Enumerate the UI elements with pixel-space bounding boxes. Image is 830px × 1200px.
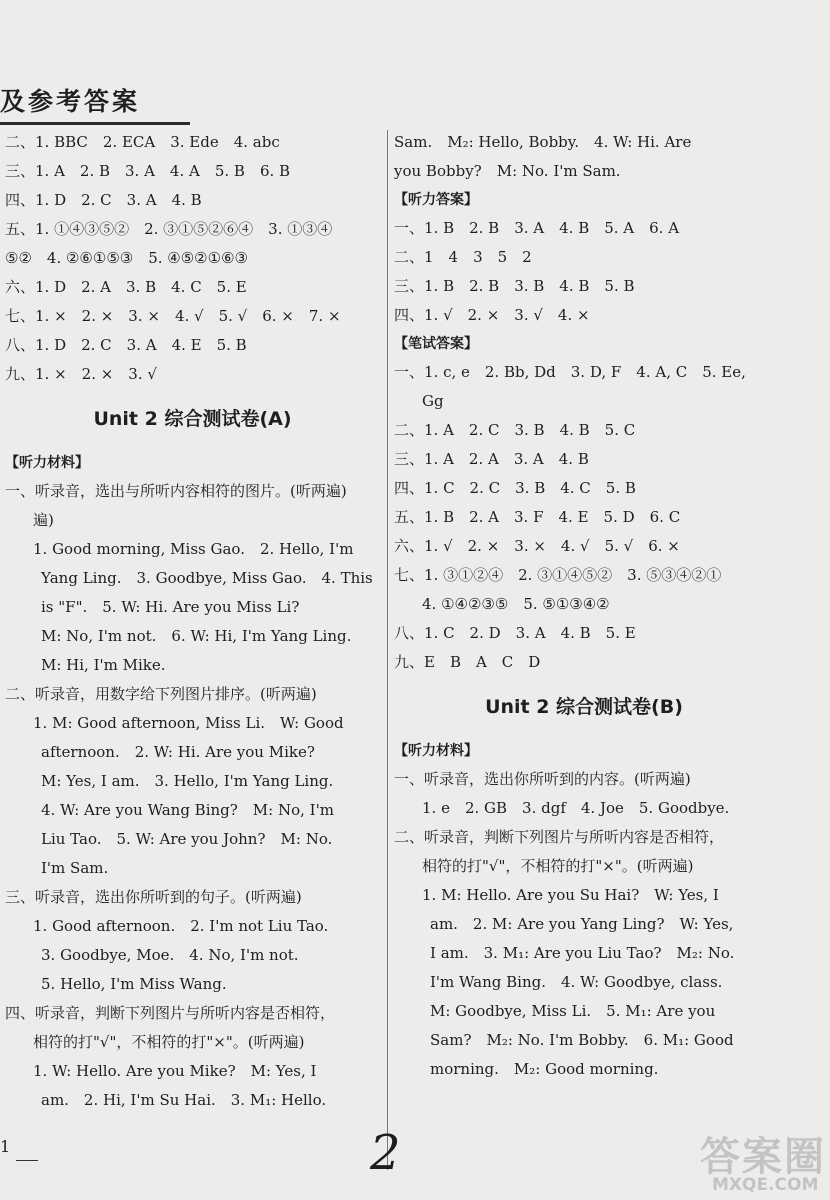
answer-line: 三、1. A 2. B 3. A 4. A 5. B 6. B [5, 162, 291, 180]
answer-line: 三、1. B 2. B 3. B 4. B 5. B [394, 277, 635, 295]
material-line: you Bobby? M: No. I'm Sam. [394, 162, 621, 180]
unit-title-b: Unit 2 综合测试卷(B) [485, 696, 683, 718]
answer-line: 七、1. ③①②④ 2. ③①④⑤② 3. ⑤③④②① [394, 566, 722, 584]
material-line: M: Hi, I'm Mike. [41, 656, 166, 674]
material-line: am. 2. M: Are you Yang Ling? W: Yes, [430, 915, 734, 933]
material-line: Yang Ling. 3. Goodbye, Miss Gao. 4. This [41, 569, 373, 587]
column-divider [387, 130, 388, 1170]
left-answer-block [5, 128, 380, 389]
material-line: Sam. M₂: Hello, Bobby. 4. W: Hi. Are [394, 133, 692, 151]
answer-line: 八、1. D 2. C 3. A 4. E 5. B [5, 336, 247, 354]
material-line: M: Goodbye, Miss Li. 5. M₁: Are you [430, 1002, 716, 1020]
answer-line: 四、1. D 2. C 3. A 4. B [5, 191, 202, 209]
material-line: 一、听录音，选出你所听到的内容。(听两遍) [394, 770, 691, 788]
watermark-url: MXQE.COM [712, 1175, 819, 1195]
answer-line: 四、1. C 2. C 3. B 4. C 5. B [394, 479, 636, 497]
material-line: Liu Tao. 5. W: Are you John? M: No. [41, 830, 333, 848]
handwritten-mark: 2 [370, 1125, 401, 1181]
listening-material-label-b: 【听力材料】 [394, 743, 478, 759]
listening-answer-label: 【听力答案】 [394, 192, 478, 208]
page-header: 及参考答案 [0, 87, 141, 116]
material-line: M: No, I'm not. 6. W: Hi, I'm Yang Ling. [41, 627, 352, 645]
answer-line: 一、1. c, e 2. Bb, Dd 3. D, F 4. A, C 5. Ee, [394, 363, 746, 381]
answer-line: 二、1 4 3 5 2 [394, 248, 532, 266]
material-line: 4. W: Are you Wang Bing? M: No, I'm [41, 801, 334, 819]
material-line: 1. M: Good afternoon, Miss Li. W: Good [33, 714, 344, 732]
material-line: 三、听录音，选出你所听到的句子。(听两遍) [5, 888, 302, 906]
answer-line: 七、1. × 2. × 3. × 4. √ 5. √ 6. × 7. × [5, 307, 341, 325]
material-line: 1. Good morning, Miss Gao. 2. Hello, I'm [33, 540, 354, 558]
header-rule [0, 122, 190, 125]
written-answers [394, 358, 774, 677]
written-answer-label: 【笔试答案】 [394, 336, 478, 352]
answer-line: 五、1. ①④③⑤② 2. ③①⑤②⑥④ 3. ①③④ [5, 220, 333, 238]
material-line: morning. M₂: Good morning. [430, 1060, 659, 1078]
answer-line: 二、1. BBC 2. ECA 3. Ede 4. abc [5, 133, 280, 151]
material-line: I'm Wang Bing. 4. W: Goodbye, class. [430, 973, 723, 991]
answer-line: ⑤② 4. ②⑥①⑤③ 5. ④⑤②①⑥③ [5, 249, 248, 267]
continued-material [394, 128, 774, 186]
answer-line: Gg [422, 392, 444, 410]
material-line: 二、听录音，判断下列图片与所听内容是否相符， [394, 828, 725, 846]
listening-answers [394, 214, 774, 330]
answer-line: 九、E B A C D [394, 653, 541, 671]
material-line: 相符的打"√"，不相符的打"×"。(听两遍) [33, 1033, 305, 1051]
listening-material-a [5, 477, 380, 1115]
answer-line: 六、1. D 2. A 3. B 4. C 5. E [5, 278, 247, 296]
material-line: 1. e 2. GB 3. dgf 4. Joe 5. Goodbye. [422, 799, 730, 817]
material-line: I'm Sam. [41, 859, 109, 877]
material-line: M: Yes, I am. 3. Hello, I'm Yang Ling. [41, 772, 334, 790]
answer-line: 三、1. A 2. A 3. A 4. B [394, 450, 589, 468]
material-line: 1. M: Hello. Are you Su Hai? W: Yes, I [422, 886, 719, 904]
material-line: 1. W: Hello. Are you Mike? M: Yes, I [33, 1062, 317, 1080]
answer-line: 六、1. √ 2. × 3. × 4. √ 5. √ 6. × [394, 537, 680, 555]
answer-line: 一、1. B 2. B 3. A 4. B 5. A 6. A [394, 219, 680, 237]
listening-material-label-a: 【听力材料】 [5, 455, 89, 471]
material-line: 遍) [33, 511, 54, 529]
answer-line: 二、1. A 2. C 3. B 4. B 5. C [394, 421, 636, 439]
material-line: 四、听录音，判断下列图片与所听内容是否相符， [5, 1004, 336, 1022]
answer-line: 九、1. × 2. × 3. √ [5, 365, 157, 383]
answer-line: 4. ①④②③⑤ 5. ⑤①③④② [422, 595, 610, 613]
material-line: Sam? M₂: No. I'm Bobby. 6. M₁: Good [430, 1031, 734, 1049]
right-column [394, 128, 774, 1084]
material-line: afternoon. 2. W: Hi. Are you Mike? [41, 743, 315, 761]
material-line: is "F". 5. W: Hi. Are you Miss Li? [41, 598, 300, 616]
page-number: 1 [0, 1137, 11, 1156]
answer-line: 四、1. √ 2. × 3. √ 4. × [394, 306, 590, 324]
material-line: 5. Hello, I'm Miss Wang. [41, 975, 227, 993]
material-line: I am. 3. M₁: Are you Liu Tao? M₂: No. [430, 944, 735, 962]
watermark-logo: 答案圈 [700, 1134, 826, 1180]
answer-line: 五、1. B 2. A 3. F 4. E 5. D 6. C [394, 508, 681, 526]
footer-rule [16, 1160, 38, 1161]
listening-material-b [394, 765, 774, 1084]
material-line: 1. Good afternoon. 2. I'm not Liu Tao. [33, 917, 329, 935]
material-line: 相符的打"√"，不相符的打"×"。(听两遍) [422, 857, 694, 875]
material-line: 一、听录音，选出与所听内容相符的图片。(听两遍) [5, 482, 347, 500]
unit-title-a: Unit 2 综合测试卷(A) [93, 408, 292, 430]
answer-line: 八、1. C 2. D 3. A 4. B 5. E [394, 624, 636, 642]
left-column [5, 128, 380, 1115]
material-line: 二、听录音，用数字给下列图片排序。(听两遍) [5, 685, 317, 703]
material-line: am. 2. Hi, I'm Su Hai. 3. M₁: Hello. [41, 1091, 327, 1109]
material-line: 3. Goodbye, Moe. 4. No, I'm not. [41, 946, 299, 964]
